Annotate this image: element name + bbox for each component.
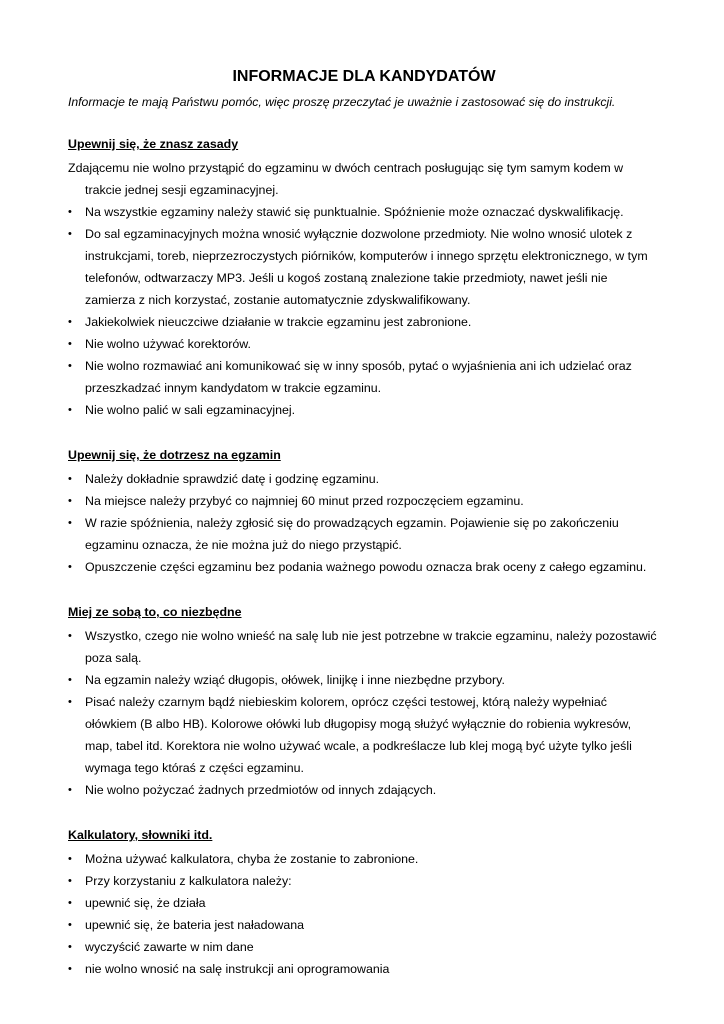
list-item <box>68 914 658 936</box>
list-item-text: Do sal egzaminacyjnych można wnosić wyłącznie dozwolone przedmioty. Nie wolno wnosić ulotek z instrukcjami, toreb, nieprzezroczystych piórników, komputerów i innego sprzętu elektronicznego, w tym telefonów, odtwarzaczy MP3. Jeśli u kogoś zostaną znalezione takie przedmioty, nawet jeśli nie zamierza z nich korzystać, zostanie automatycznie zdyskwalifikowany. <box>85 227 648 307</box>
bullet-icon: • <box>68 206 72 218</box>
section-calculators <box>68 827 658 980</box>
bullet-icon: • <box>68 674 72 686</box>
list-item <box>68 936 658 958</box>
bullet-list <box>68 468 658 578</box>
bullet-icon: • <box>68 228 72 240</box>
bullet-icon: • <box>68 630 72 642</box>
bullet-icon: • <box>68 897 72 909</box>
list-item <box>68 892 658 914</box>
list-item <box>68 625 658 669</box>
list-item-text: upewnić się, że bateria jest naładowana <box>85 918 305 932</box>
list-item-text: Nie wolno palić w sali egzaminacyjnej. <box>85 403 296 417</box>
list-item <box>68 512 658 556</box>
section-intro: Zdającemu nie wolno przystąpić do egzaminu w dwóch centrach posługując się tym samym kodem w trakcie jednej sesji egzaminacyjnej. <box>68 161 624 197</box>
list-item <box>68 691 658 779</box>
document-title: INFORMACJE DLA KANDYDATÓW <box>232 68 496 85</box>
section-rules <box>68 136 658 421</box>
section-heading: Miej ze sobą to, co niezbędne <box>68 605 242 619</box>
list-item <box>68 870 658 892</box>
list-item-text: Jakiekolwiek nieuczciwe działanie w trakcie egzaminu jest zabronione. <box>85 315 472 329</box>
list-item-text: Na egzamin należy wziąć długopis, ołówek, linijkę i inne niezbędne przybory. <box>85 673 505 687</box>
list-item-text: Przy korzystaniu z kalkulatora należy: <box>85 874 292 888</box>
list-item <box>68 958 658 980</box>
list-item-text: Wszystko, czego nie wolno wnieść na salę lub nie jest potrzebne w trakcie egzaminu, należy pozostawić poza salą. <box>85 629 657 665</box>
bullet-list <box>68 201 658 421</box>
list-item-text: Nie wolno pożyczać żadnych przedmiotów od innych zdających. <box>85 783 437 797</box>
list-item-text: nie wolno wnosić na salę instrukcji ani oprogramowania <box>85 962 390 976</box>
bullet-icon: • <box>68 473 72 485</box>
document-subtitle: Informacje te mają Państwu pomóc, więc proszę przeczytać je uważnie i zastosować się do instrukcji. <box>68 95 616 109</box>
list-item-text: Można używać kalkulatora, chyba że zostanie to zabronione. <box>85 852 419 866</box>
list-item <box>68 669 658 691</box>
list-item-text: Opuszczenie części egzaminu bez podania ważnego powodu oznacza brak oceny z całego egzaminu. <box>85 560 647 574</box>
list-item-text: W razie spóźnienia, należy zgłosić się do prowadzących egzamin. Pojawienie się po zakończeniu egzaminu oznacza, że nie można już do niego przystąpić. <box>85 516 619 552</box>
section-arrival <box>68 447 658 578</box>
bullet-icon: • <box>68 696 72 708</box>
bullet-icon: • <box>68 875 72 887</box>
section-heading: Upewnij się, że dotrzesz na egzamin <box>68 448 281 462</box>
list-item-text: upewnić się, że działa <box>85 896 206 910</box>
list-item-text: Pisać należy czarnym bądź niebieskim kolorem, oprócz części testowej, którą należy wypełniać ołówkiem (B albo HB). Kolorowe ołówki lub długopisy mogą służyć wyłącznie do robienia wykresów, map, tabel itd. Korektora nie wolno używać wcale, a podkreślacze lub klej mogą być użyte tylko jeśli wymaga tego któraś z części egzaminu. <box>85 695 632 775</box>
list-item <box>68 355 658 399</box>
section-heading: Kalkulatory, słowniki itd. <box>68 828 213 842</box>
section-heading: Upewnij się, że znasz zasady <box>68 137 239 151</box>
bullet-icon: • <box>68 316 72 328</box>
bullet-icon: • <box>68 517 72 529</box>
list-item-text: Na miejsce należy przybyć co najmniej 60 minut przed rozpoczęciem egzaminu. <box>85 494 524 508</box>
list-item <box>68 333 658 355</box>
list-item <box>68 311 658 333</box>
list-item <box>68 779 658 801</box>
bullet-icon: • <box>68 495 72 507</box>
list-item <box>68 468 658 490</box>
list-item <box>68 848 658 870</box>
list-item-text: wyczyścić zawarte w nim dane <box>85 940 254 954</box>
list-item <box>68 223 658 311</box>
bullet-icon: • <box>68 404 72 416</box>
list-item <box>68 490 658 512</box>
section-materials <box>68 604 658 801</box>
bullet-icon: • <box>68 853 72 865</box>
bullet-icon: • <box>68 360 72 372</box>
list-item-text: Nie wolno rozmawiać ani komunikować się w inny sposób, pytać o wyjaśnienia ani ich udzielać oraz przeszkadzać innym kandydatom w trakcie egzaminu. <box>85 359 632 395</box>
list-item <box>68 399 658 421</box>
bullet-icon: • <box>68 941 72 953</box>
bullet-icon: • <box>68 561 72 573</box>
bullet-list <box>68 848 658 980</box>
bullet-icon: • <box>68 963 72 975</box>
list-item-text: Nie wolno używać korektorów. <box>85 337 251 351</box>
bullet-icon: • <box>68 338 72 350</box>
bullet-icon: • <box>68 919 72 931</box>
list-item <box>68 201 658 223</box>
list-item-text: Na wszystkie egzaminy należy stawić się punktualnie. Spóźnienie może oznaczać dyskwalifikację. <box>85 205 624 219</box>
bullet-list <box>68 625 658 801</box>
bullet-icon: • <box>68 784 72 796</box>
document-page <box>68 66 658 980</box>
list-item <box>68 556 658 578</box>
list-item-text: Należy dokładnie sprawdzić datę i godzinę egzaminu. <box>85 472 380 486</box>
